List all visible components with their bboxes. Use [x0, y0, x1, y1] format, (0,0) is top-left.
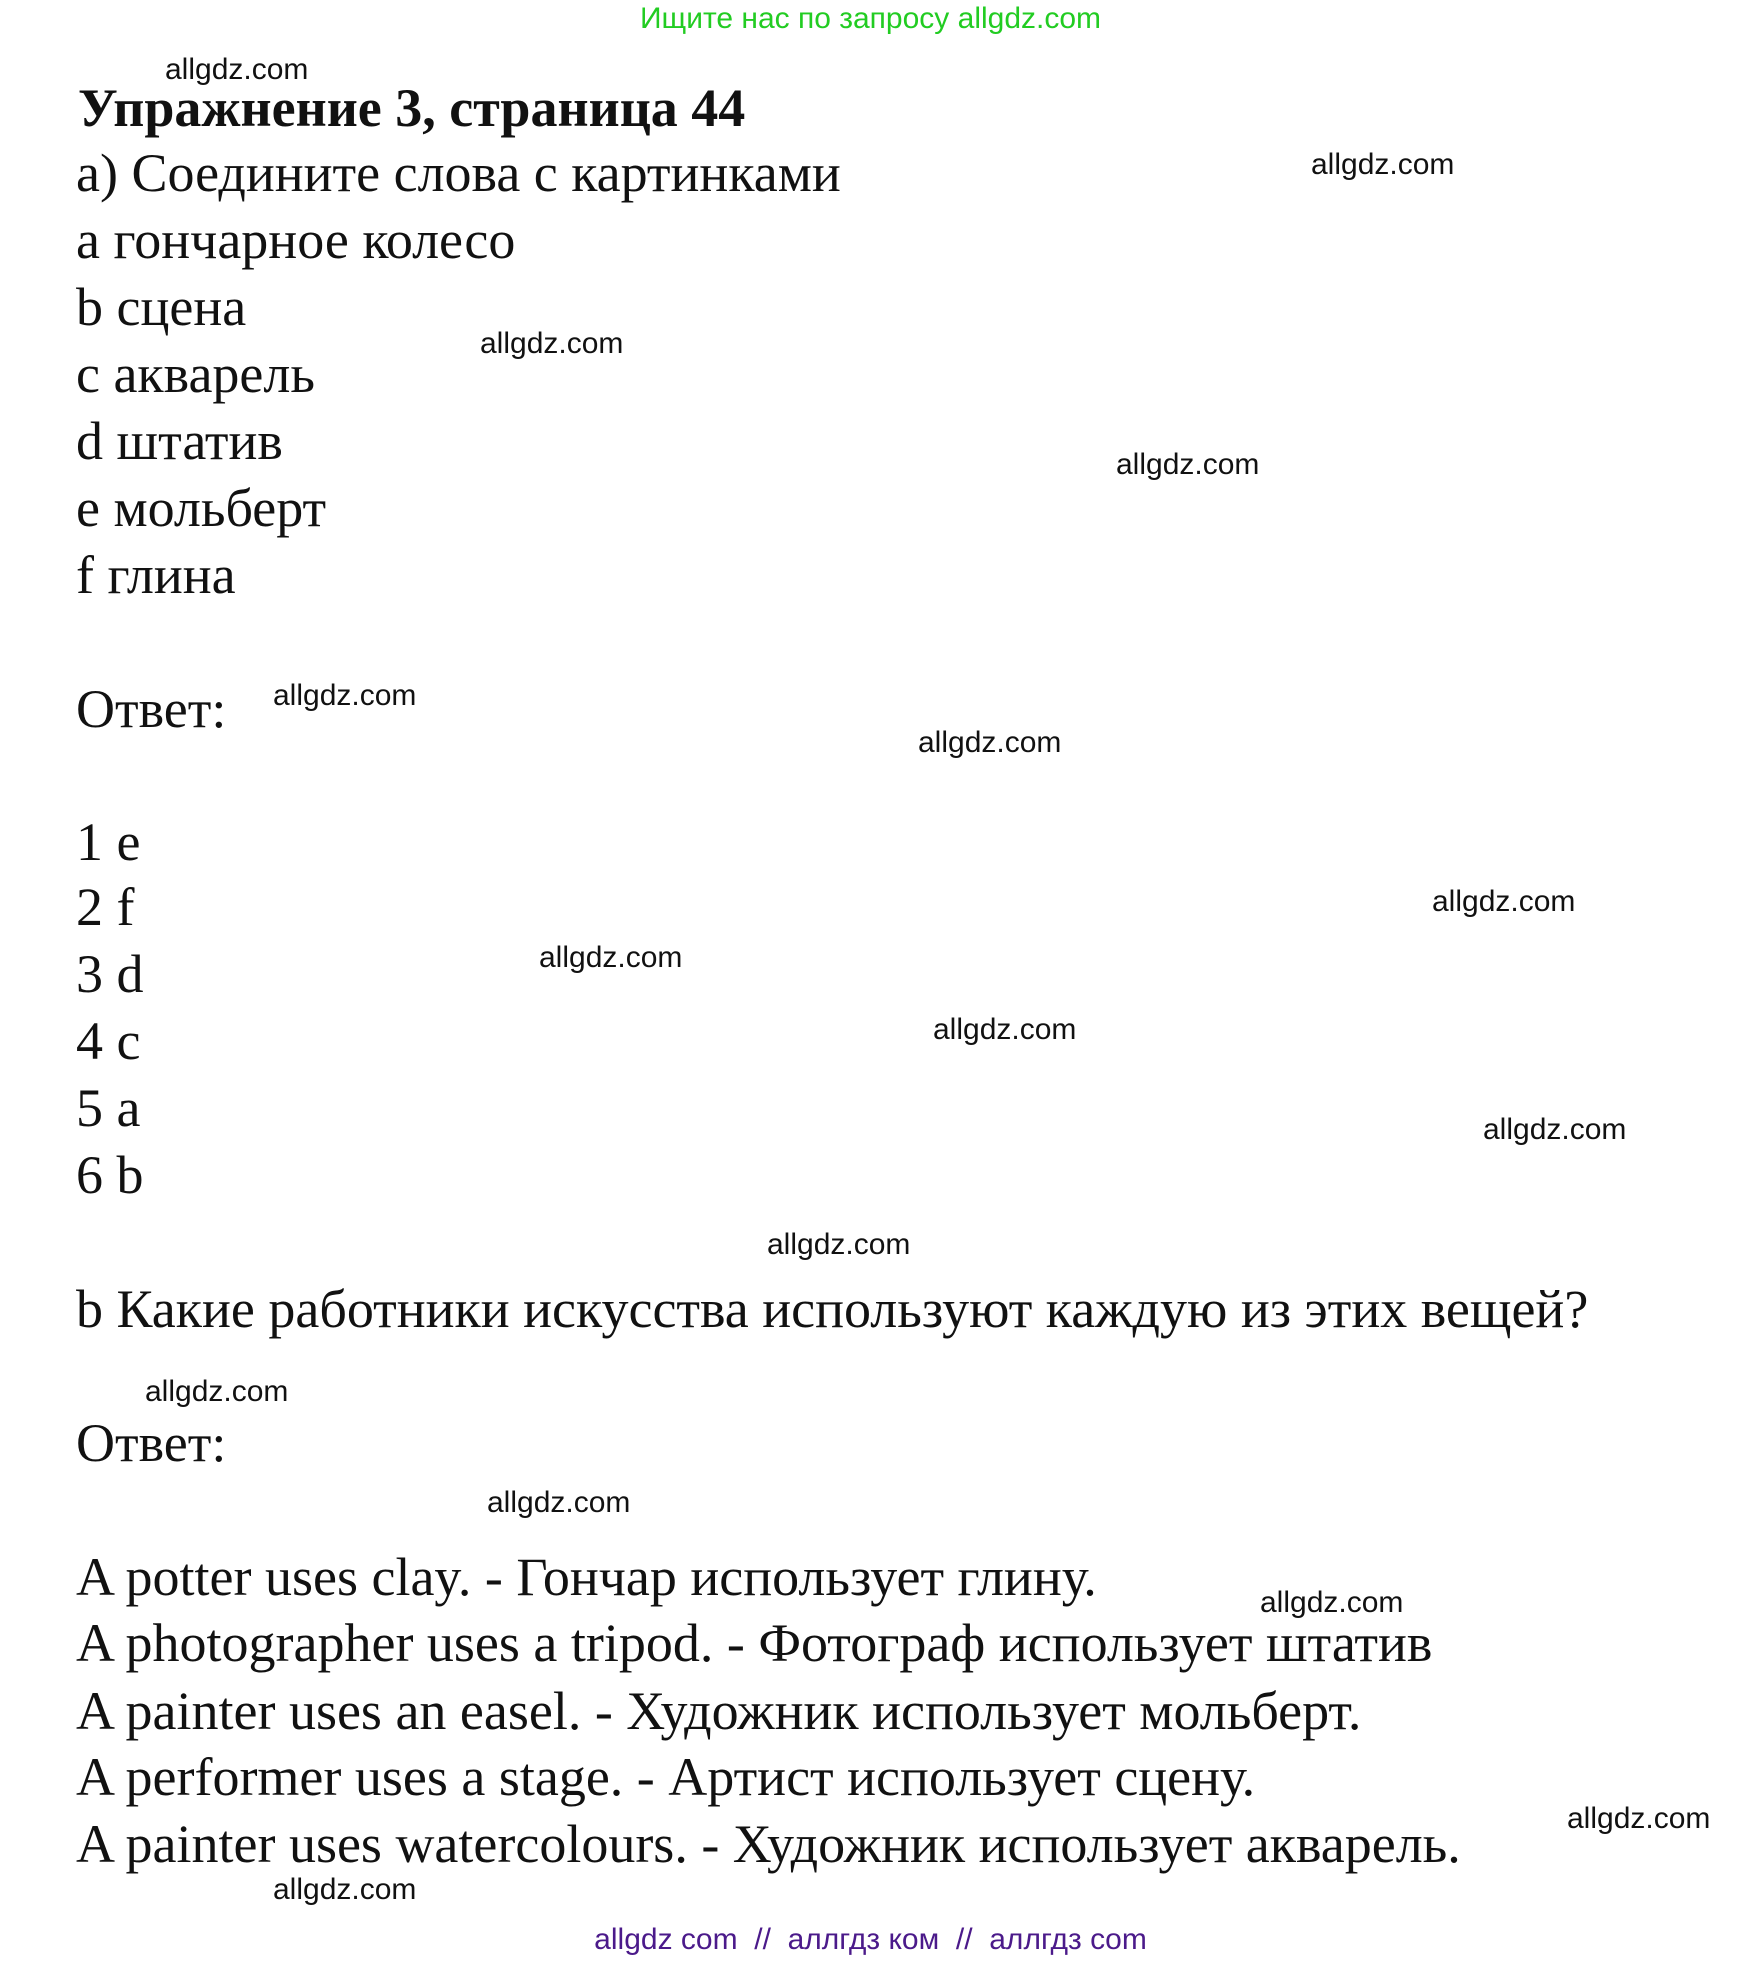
answer-item: 2 f: [76, 877, 135, 937]
watermark: allgdz.com: [480, 327, 624, 360]
word-item: a гончарное колесо: [76, 210, 516, 270]
watermark: allgdz.com: [1116, 448, 1260, 481]
answer-sentence: A performer uses a stage. - Артист использует сцену.: [76, 1747, 1256, 1807]
watermark: allgdz.com: [145, 1375, 289, 1408]
word-item: b сцена: [76, 277, 247, 337]
answer-sentence: A photographer uses a tripod. - Фотограф использует штатив: [76, 1613, 1433, 1673]
search-banner: Ищите нас по запросу allgdz.com: [639, 2, 1102, 35]
answer-item: 5 a: [76, 1078, 141, 1138]
page-title: Упражнение 3, страница 44: [78, 78, 746, 138]
word-item: f глина: [76, 545, 236, 605]
word-item: e мольберт: [76, 478, 327, 538]
watermark: allgdz.com: [1483, 1113, 1627, 1146]
watermark: allgdz.com: [918, 726, 1062, 759]
watermark: allgdz.com: [767, 1228, 911, 1261]
answer-item: 1 e: [76, 812, 141, 872]
watermark: allgdz.com: [1567, 1802, 1711, 1835]
answer-item: 6 b: [76, 1145, 144, 1205]
answer-sentence: A painter uses watercolours. - Художник использует акварель.: [76, 1814, 1461, 1874]
answer-sentence: A painter uses an easel. - Художник использует мольберт.: [76, 1681, 1362, 1741]
watermark: allgdz.com: [539, 941, 683, 974]
watermark: allgdz.com: [1311, 148, 1455, 181]
part-b-question: b Какие работники искусства используют каждую из этих вещей?: [76, 1279, 1589, 1339]
watermark: allgdz.com: [933, 1013, 1077, 1046]
watermark: allgdz.com: [273, 1873, 417, 1906]
watermark: allgdz.com: [273, 679, 417, 712]
answer-label: Ответ:: [76, 679, 227, 739]
footer-links: allgdz com // аллгдз ком // аллгдз com: [594, 1923, 1147, 1956]
watermark: allgdz.com: [165, 53, 309, 86]
answer-item: 4 c: [76, 1011, 141, 1071]
watermark: allgdz.com: [1260, 1586, 1404, 1619]
word-item: d штатив: [76, 411, 283, 471]
watermark: allgdz.com: [1432, 885, 1576, 918]
answer-sentence: A potter uses clay. - Гончар использует глину.: [76, 1547, 1097, 1607]
part-a-instruction: a) Соедините слова с картинками: [76, 143, 841, 203]
watermark: allgdz.com: [487, 1486, 631, 1519]
answer-item: 3 d: [76, 944, 144, 1004]
word-item: c акварель: [76, 344, 315, 404]
answer-label: Ответ:: [76, 1413, 227, 1473]
